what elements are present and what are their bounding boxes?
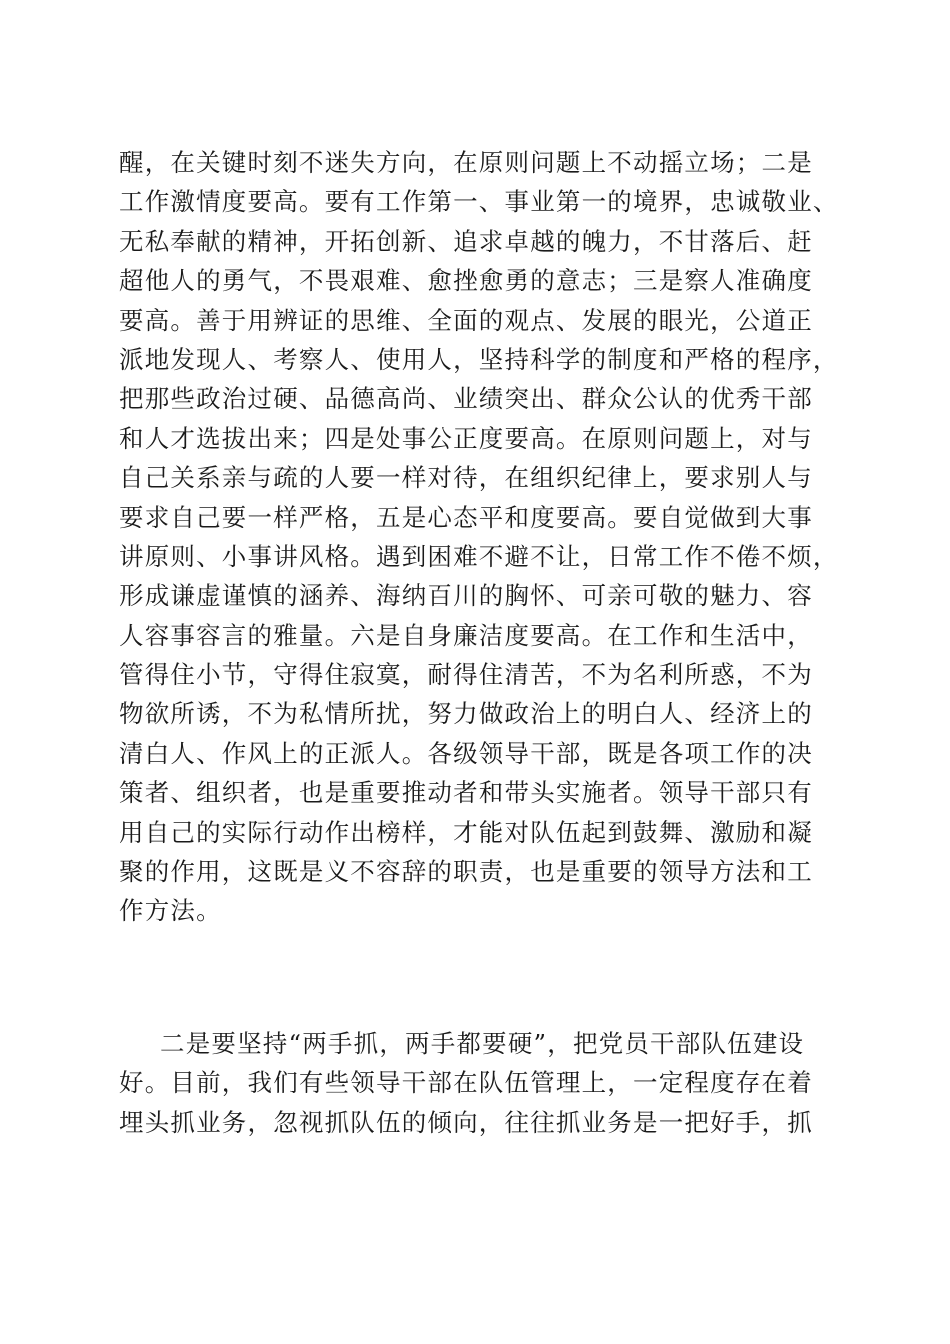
- text-line: 工作激情度要高。要有工作第一、事业第一的境界，忠诚敬业、: [119, 187, 839, 217]
- text-line: 自己关系亲与疏的人要一样对待，在组织纪律上，要求别人与: [119, 463, 813, 493]
- text-line: 和人才选拔出来；四是处事公正度要高。在原则问题上，对与: [119, 423, 813, 453]
- text-line: 聚的作用，这既是义不容辞的职责，也是重要的领导方法和工: [119, 857, 813, 887]
- text-line: 管得住小节，守得住寂寞，耐得住清苦，不为名利所惑，不为: [119, 660, 813, 690]
- text-line: 要高。善于用辨证的思维、全面的观点、发展的眼光，公道正: [119, 305, 813, 335]
- text-line: 用自己的实际行动作出榜样，才能对队伍起到鼓舞、激励和凝: [119, 817, 813, 847]
- text-line: 讲原则、小事讲风格。遇到困难不避不让，日常工作不倦不烦，: [119, 541, 839, 571]
- text-line: 无私奉献的精神，开拓创新、追求卓越的魄力，不甘落后、赶: [119, 226, 813, 256]
- text-line: 物欲所诱，不为私情所扰，努力做政治上的明白人、经济上的: [119, 699, 813, 729]
- text-line: 要求自己要一样严格，五是心态平和度要高。要自觉做到大事: [119, 502, 813, 532]
- paragraph-2: [119, 1024, 831, 1142]
- paragraph-1: [119, 143, 839, 931]
- text-line: 好。目前，我们有些领导干部在队伍管理上，一定程度存在着: [119, 1068, 813, 1098]
- text-line: 派地发现人、考察人、使用人，坚持科学的制度和严格的程序，: [119, 344, 839, 374]
- text-line: 埋头抓业务，忽视抓队伍的倾向，往往抓业务是一把好手，抓: [119, 1107, 813, 1137]
- text-line: 形成谦虚谨慎的涵养、海纳百川的胸怀、可亲可敬的魅力、容: [119, 581, 813, 611]
- text-line: 超他人的勇气，不畏艰难、愈挫愈勇的意志；三是察人准确度: [119, 266, 813, 296]
- text-line: 二是要坚持“两手抓，两手都要硬”，把党员干部队伍建设: [160, 1029, 805, 1058]
- text-line: 人容事容言的雅量。六是自身廉洁度要高。在工作和生活中，: [119, 620, 813, 650]
- text-line: 清白人、作风上的正派人。各级领导干部，既是各项工作的决: [119, 738, 813, 768]
- text-line: 策者、组织者，也是重要推动者和带头实施者。领导干部只有: [119, 778, 813, 808]
- text-line: 把那些政治过硬、品德高尚、业绩突出、群众公认的优秀干部: [119, 384, 813, 414]
- text-line: 作方法。: [119, 896, 222, 926]
- text-line: 醒，在关键时刻不迷失方向，在原则问题上不动摇立场；二是: [119, 148, 813, 177]
